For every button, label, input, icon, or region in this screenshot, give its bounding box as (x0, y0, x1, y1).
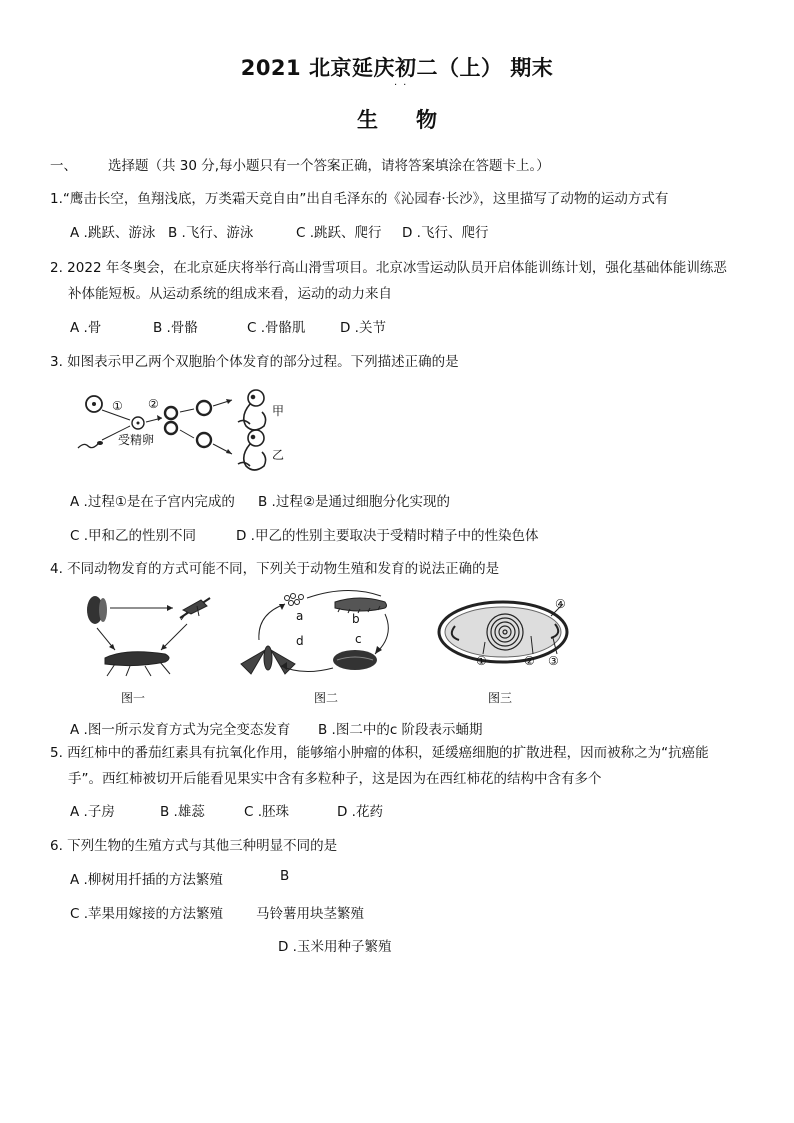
subject-title: 生物 (357, 108, 475, 132)
q4-figure2-label-b: b (352, 612, 360, 626)
q1-option-c: C .跳跃、爬行 (296, 225, 382, 241)
emphasis-dots: ·· (394, 80, 413, 91)
q6-option-b-text: 马铃薯用块茎繁殖 (256, 906, 364, 922)
q2-option-c: C .骨骼肌 (247, 320, 306, 336)
q4-figure3-label-1: ① (476, 654, 487, 668)
q2-option-a: A .骨 (70, 320, 102, 336)
q1-option-d: D .飞行、爬行 (402, 225, 489, 241)
twin-development-figure (70, 388, 300, 478)
q3-figure-yi-label: 乙 (272, 448, 285, 462)
q3-figure-zygote-label: 受精卵 (118, 433, 155, 447)
q3-figure-jia-label: 甲 (272, 404, 285, 418)
pupa (333, 650, 377, 670)
section-number: 一、 (50, 158, 77, 174)
q5-stem-line1: 5. 西红柿中的番茄红素具有抗氧化作用，能够缩小肿瘤的体积，延缓癌细胞的扩散进程，因而被称之为“抗癌能 (50, 745, 709, 761)
q1-option-b: B .飞行、游泳 (168, 225, 254, 241)
q3-option-c: C .甲和乙的性别不同 (70, 528, 197, 544)
q4-stem: 4. 不同动物发育的方式可能不同，下列关于动物生殖和发育的说法正确的是 (50, 561, 500, 577)
q2-stem-line1: 2. 2022 年冬奥会，在北京延庆将举行高山滑雪项目。北京冰雪运动队员开启体能训练计划，强化基础体能训练恶 (50, 260, 727, 276)
nymph-grasshopper (105, 652, 170, 676)
q3-option-a: A .过程①是在子宫内完成的 (70, 494, 235, 510)
q3-option-d: D .甲乙的性别主要取决于受精时精子中的性染色体 (236, 528, 539, 544)
q5-option-b: B .雄蕊 (160, 804, 205, 820)
q3-figure-step1: ① (112, 399, 123, 413)
embryo-ball-bottom (197, 433, 211, 447)
q4-figure2-caption: 图二 (314, 691, 339, 705)
q6-option-c: C .苹果用嫁接的方法繁殖 (70, 906, 224, 922)
q3-stem: 3. 如图表示甲乙两个双胞胎个体发育的部分过程。下列描述正确的是 (50, 354, 459, 370)
q5-option-c: C .胚珠 (244, 804, 290, 820)
larva (335, 598, 387, 613)
q4-figure2-label-d: d (296, 634, 304, 648)
fetus-yi (238, 430, 266, 470)
adult-grasshopper (180, 598, 210, 620)
q5-stem-line2: 手”。西红柿被切开后能看见果实中含有多粒种子，这是因为在西红柿花的结构中含有多个 (68, 771, 602, 787)
q3-option-b: B .过程②是通过细胞分化实现的 (258, 494, 450, 510)
q4-option-a: A .图一所示发育方式为完全变态发育 (70, 722, 291, 738)
egg-dots (285, 594, 304, 606)
q6-option-d: D .玉米用种子繁殖 (278, 939, 392, 955)
split-cell-bottom (165, 422, 177, 434)
q4-figure2-label-a: a (296, 609, 304, 623)
q4-figure2-label-c: c (355, 632, 362, 646)
q2-stem-line2: 补体能短板。从运动系统的组成来看，运动的动力来自 (68, 286, 392, 302)
split-cell-top (165, 407, 177, 419)
q4-figure3-label-4: ④ (555, 597, 566, 611)
q1-option-a: A .跳跃、游泳 (70, 225, 156, 241)
page-title: 2021 北京延庆初二（上） 期末 (240, 56, 554, 80)
q2-option-b: B .骨骼 (153, 320, 198, 336)
q4-figure3-label-2: ② (524, 654, 535, 668)
egg-cluster (87, 596, 107, 624)
fetus-jia (238, 390, 266, 430)
q6-stem: 6. 下列生物的生殖方式与其他三种明显不同的是 (50, 838, 338, 854)
figure-one-grasshopper-cycle (75, 590, 225, 680)
figure-two-moth-cycle (235, 588, 400, 683)
q4-option-b: B .图二中的c 阶段表示蛹期 (318, 722, 483, 738)
sperm-cell (78, 444, 98, 448)
q5-option-a: A .子房 (70, 804, 115, 820)
q4-figure1-caption: 图一 (121, 691, 146, 705)
q3-figure-step2: ② (148, 397, 159, 411)
q4-figure3-label-3: ③ (548, 654, 559, 668)
q2-option-d: D .关节 (340, 320, 386, 336)
embryo-ball-top (197, 401, 211, 415)
q6-option-b-letter: B (280, 868, 290, 884)
q6-option-a: A .柳树用扦插的方法繁殖 (70, 872, 223, 888)
q4-figure3-caption: 图三 (488, 691, 513, 705)
q1-stem: 1.“鹰击长空，鱼翔浅底，万类霜天竞自由”出自毛泽东的《沁园春·长沙》，这里描写了动物的运动方式有 (50, 191, 669, 207)
section-instructions: 选择题（共 30 分,每小题只有一个答案正确，请将答案填涂在答题卡上。） (108, 158, 550, 174)
q5-option-d: D .花药 (337, 804, 383, 820)
